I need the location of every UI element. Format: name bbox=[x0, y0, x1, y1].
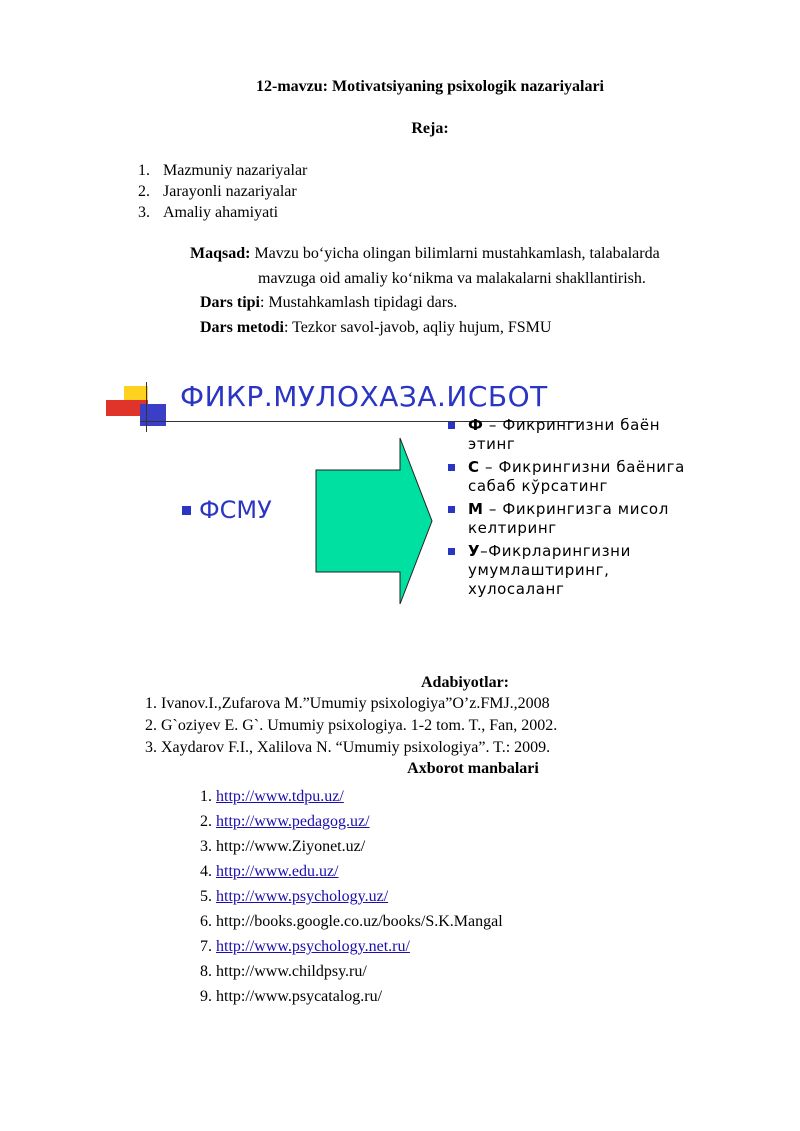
plan-item-number: 3. bbox=[138, 204, 150, 221]
plan-item-number: 1. bbox=[138, 162, 150, 179]
decor-vertical-line bbox=[146, 382, 147, 432]
source-item bbox=[200, 909, 503, 934]
fsmu-slide bbox=[100, 378, 700, 628]
plan-item bbox=[138, 160, 307, 181]
lesson-method-text: : Tezkor savol-javob, aqliy hujum, FSMU bbox=[283, 319, 552, 336]
fsmu-step-letter: С bbox=[468, 458, 480, 476]
source-text: http://www.childpsy.ru/ bbox=[216, 963, 367, 980]
source-link[interactable]: http://www.psychology.net.ru/ bbox=[216, 938, 410, 955]
bullet-square-icon bbox=[448, 506, 455, 513]
fsmu-step-text: – Фикрингизни баён этинг bbox=[468, 416, 661, 453]
slide-heading: ФИКР.МУЛОХАЗА.ИСБОТ bbox=[180, 380, 548, 413]
source-item bbox=[200, 884, 503, 909]
goal-text-1: Mavzu bo‘yicha olingan bilimlarni mustahkamlash, talabalarda bbox=[250, 245, 660, 262]
plan-item-text: Jarayonli nazariyalar bbox=[163, 183, 297, 200]
fsmu-step-text: – Фикрингизга мисол келтиринг bbox=[468, 500, 669, 537]
plan-list bbox=[138, 160, 307, 223]
source-item bbox=[200, 809, 503, 834]
plan-item bbox=[138, 202, 307, 223]
source-number: 9. bbox=[200, 988, 216, 1005]
source-number: 8. bbox=[200, 963, 216, 980]
decor-blue-square bbox=[140, 404, 166, 426]
source-link[interactable]: http://www.edu.uz/ bbox=[216, 863, 339, 880]
plan-item-number: 2. bbox=[138, 183, 150, 200]
source-number: 7. bbox=[200, 938, 216, 955]
bullet-square-icon bbox=[182, 506, 191, 515]
source-item bbox=[200, 959, 503, 984]
fsmu-step bbox=[448, 458, 708, 496]
fsmu-label bbox=[182, 496, 272, 524]
bullet-square-icon bbox=[448, 422, 455, 429]
source-item bbox=[200, 834, 503, 859]
source-text: http://www.psycatalog.ru/ bbox=[216, 988, 383, 1005]
source-number: 2. bbox=[200, 813, 216, 830]
references-list bbox=[145, 693, 557, 759]
plan-item bbox=[138, 181, 307, 202]
lesson-type-label: Dars tipi bbox=[200, 294, 260, 311]
fsmu-step-letter: У bbox=[468, 542, 481, 560]
lesson-method bbox=[200, 316, 551, 340]
sources-heading: Axborot manbalari bbox=[407, 760, 539, 777]
right-arrow-icon bbox=[314, 436, 434, 606]
bullet-square-icon bbox=[448, 548, 455, 555]
source-number: 4. bbox=[200, 863, 216, 880]
reference-item: 1. Ivanov.I.,Zufarova M.”Umumiy psixologiya”O’z.FMJ.,2008 bbox=[145, 695, 550, 712]
fsmu-step bbox=[448, 542, 708, 599]
source-item bbox=[200, 934, 503, 959]
lesson-type bbox=[200, 291, 457, 315]
reference-item: 2. G`oziyev E. G`. Umumiy psixologiya. 1-2 tom. T., Fan, 2002. bbox=[145, 717, 558, 734]
goal-text-2: mavzuga oid amaliy ko‘nikma va malakalarni shakllantirish. bbox=[258, 270, 646, 287]
source-link[interactable]: http://www.tdpu.uz/ bbox=[216, 788, 344, 805]
fsmu-step bbox=[448, 416, 708, 454]
source-number: 3. bbox=[200, 838, 216, 855]
source-text: http://books.google.co.uz/books/S.K.Mangal bbox=[216, 913, 503, 930]
plan-heading: Reja: bbox=[411, 120, 449, 137]
source-item bbox=[200, 984, 503, 1009]
fsmu-step bbox=[448, 500, 708, 538]
fsmu-steps-list bbox=[448, 416, 708, 603]
fsmu-label-text: ФСМУ bbox=[199, 496, 272, 524]
references-heading: Adabiyotlar: bbox=[421, 674, 509, 691]
source-link[interactable]: http://www.psychology.uz/ bbox=[216, 888, 389, 905]
source-number: 5. bbox=[200, 888, 216, 905]
plan-item-text: Amaliy ahamiyati bbox=[163, 204, 279, 221]
lesson-type-text: : Mustahkamlash tipidagi dars. bbox=[260, 294, 458, 311]
plan-item-text: Mazmuniy nazariyalar bbox=[163, 162, 308, 179]
bullet-square-icon bbox=[448, 464, 455, 471]
source-text: http://www.Ziyonet.uz/ bbox=[216, 838, 366, 855]
source-number: 6. bbox=[200, 913, 216, 930]
goal-line-1 bbox=[190, 242, 770, 266]
reference-item: 3. Xaydarov F.I., Xalilova N. “Umumiy psixologiya”. T.: 2009. bbox=[145, 739, 551, 756]
source-link[interactable]: http://www.pedagog.uz/ bbox=[216, 813, 370, 830]
fsmu-step-letter: М bbox=[468, 500, 484, 518]
lesson-method-label: Dars metodi bbox=[200, 319, 284, 336]
source-number: 1. bbox=[200, 788, 216, 805]
fsmu-step-letter: Ф bbox=[468, 416, 484, 434]
sources-list bbox=[200, 784, 503, 1009]
source-item bbox=[200, 784, 503, 809]
page-title: 12-mavzu: Motivatsiyaning psixologik nazariyalari bbox=[256, 78, 604, 95]
source-item bbox=[200, 859, 503, 884]
goal-label: Maqsad: bbox=[190, 245, 251, 262]
fsmu-step-text: –Фикрларингизни умумлаштиринг, хулосаланг bbox=[468, 542, 631, 598]
fsmu-step-text: – Фикрингизни баёнига сабаб кўрсатинг bbox=[468, 458, 685, 495]
